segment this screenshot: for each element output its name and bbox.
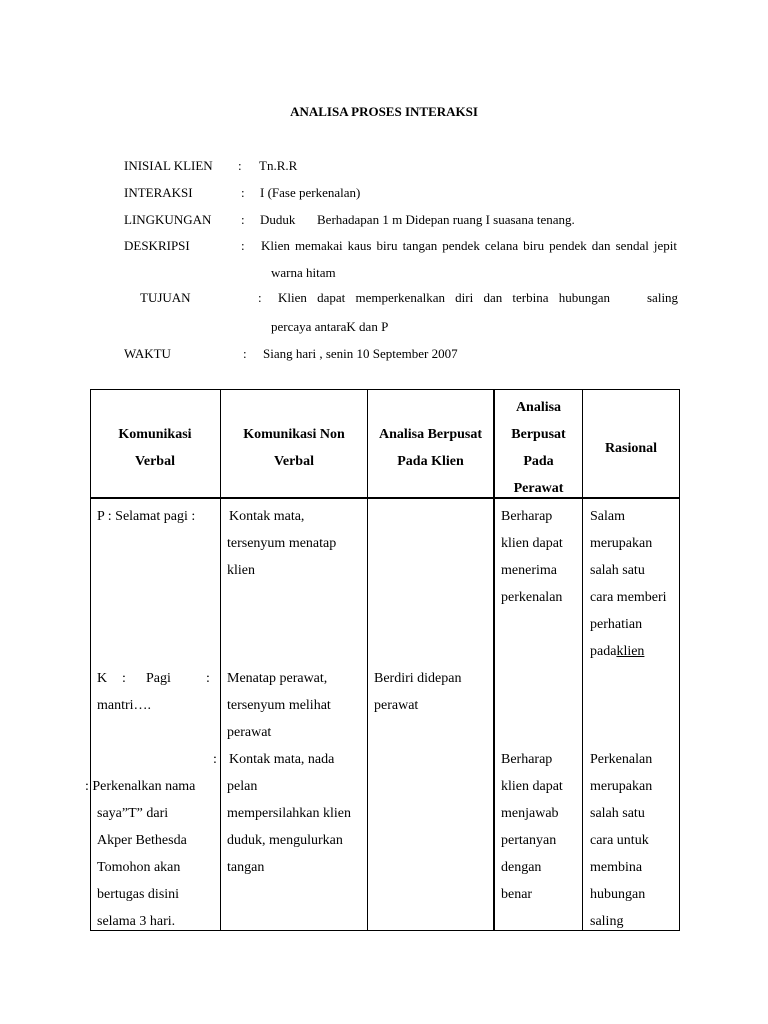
verbal-row3-colon: : [213,752,217,767]
header-analisa-klien: Analisa Berpusat Pada Klien [378,427,483,469]
deskripsi-label: DESKRIPSI [124,238,190,253]
inisial-label: INISIAL KLIEN [124,158,213,173]
verbal-row2-colon2: : [206,671,210,686]
deskripsi-colon: : [241,238,245,253]
table-border-top [90,389,680,390]
analisa-klien-row2: Berdiri didepan perawat [374,671,462,713]
tujuan-line1: Klien dapat memperkenalkan diri dan terbina hubungan [278,290,610,305]
header-komunikasi-non-verbal: Komunikasi Non Verbal [243,427,345,469]
deskripsi-line2: warna hitam [271,265,336,280]
header-rasional: Rasional [604,441,658,456]
inisial-value: Tn.R.R [259,158,298,173]
header-komunikasi-verbal: Komunikasi Verbal [118,427,192,469]
rasional-row3: Perkenalan merupakan salah satu cara untuk membina hubungan saling [590,752,653,929]
verbal-row3: : Perkenalkan nama saya”T” dari Akper Bethesda Tomohon akan bertugas disini selama 3 hari. [85,779,196,929]
interaksi-label: INTERAKSI [124,185,193,200]
waktu-colon: : [243,346,247,361]
rasional-pada: pada [590,644,617,659]
tujuan-label: TUJUAN [140,290,191,305]
inisial-colon: : [238,158,242,173]
nonverbal-row3: Kontak mata, nada pelan mempersilahkan klien duduk, mengulurkan tangan [227,752,352,875]
tujuan-colon: : [258,290,262,305]
lingkungan-value-b: Berhadapan 1 m Didepan ruang I suasana tenang. [317,212,575,227]
nonverbal-row1: Kontak mata, tersenyum menatap klien [227,509,337,578]
analisa-perawat-row3: Berharap klien dapat menjawab pertanyan dengan benar [501,752,563,902]
lingkungan-value-a: Duduk [260,212,296,227]
lingkungan-colon: : [241,212,245,227]
lingkungan-label: LINGKUNGAN [124,212,212,227]
verbal-row2-k: K [97,671,108,686]
verbal-row2-colon1: : [122,671,126,686]
nonverbal-row2: Menatap perawat, tersenyum melihat perawat [227,671,331,740]
deskripsi-line1: Klien memakai kaus biru tangan pendek celana biru pendek dan sendal jepit [261,238,677,253]
verbal-row1: P : Selamat pagi : [97,509,196,524]
waktu-label: WAKTU [124,346,171,361]
tujuan-line2: percaya antaraK dan P [271,319,389,334]
table-border-right [679,389,680,931]
interaksi-value: I (Fase perkenalan) [260,185,361,200]
interaction-table [85,389,680,931]
rasional-row1: Salam merupakan salah satu cara memberi perhatian padaklien [590,509,667,659]
tujuan-line1-end: saling [647,290,679,305]
verbal-row2-mantri: mantri…. [97,698,152,713]
rasional-klien-underlined: klien [616,644,645,659]
page-title: ANALISA PROSES INTERAKSI [290,104,478,119]
col-divider-4 [582,389,583,931]
analisa-perawat-row1: Berharap klien dapat menerima perkenalan [501,509,563,605]
table-header-divider [90,497,680,499]
header-analisa-perawat: Analisa Berpusat Pada Perawat [511,400,566,496]
waktu-value: Siang hari , senin 10 September 2007 [263,346,458,361]
verbal-row2-pagi: Pagi [146,671,171,686]
interaksi-colon: : [241,185,245,200]
